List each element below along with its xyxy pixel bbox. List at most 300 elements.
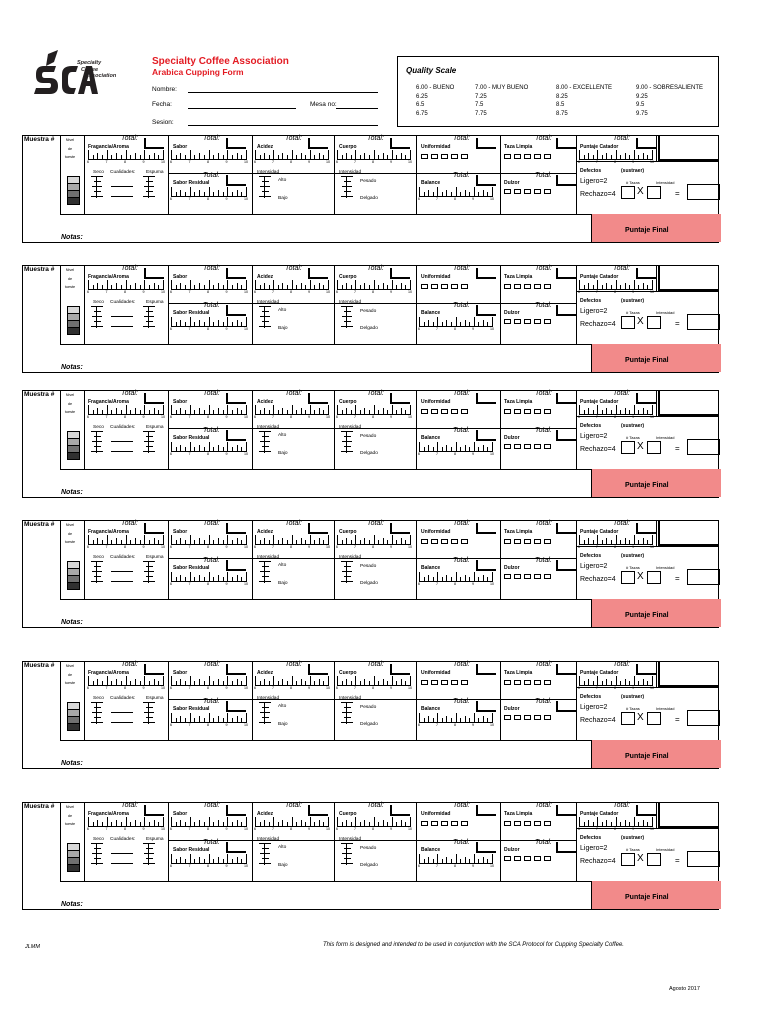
quality-value: 9.5 bbox=[636, 102, 645, 109]
total-box[interactable] bbox=[226, 842, 246, 853]
roast-level-label: Nivel de tueste bbox=[64, 268, 76, 289]
total-box[interactable] bbox=[390, 138, 410, 149]
total-box[interactable] bbox=[226, 560, 246, 571]
sabor-residual-scale[interactable] bbox=[171, 187, 247, 197]
espuma-label: Espuma bbox=[146, 696, 164, 701]
catador-total-box[interactable] bbox=[658, 136, 718, 161]
total-label: Total: bbox=[203, 557, 220, 564]
cualidades-label: Cualidades: bbox=[110, 837, 136, 842]
cuerpo-intensity-scale[interactable] bbox=[341, 843, 353, 865]
equals-sign: = bbox=[675, 189, 680, 198]
puntaje-catador-scale[interactable] bbox=[579, 817, 653, 827]
roast-shade-box[interactable] bbox=[67, 864, 80, 872]
total-box[interactable] bbox=[144, 664, 164, 675]
sample-block bbox=[22, 265, 719, 373]
espuma-vertical-scale[interactable] bbox=[143, 431, 155, 453]
seco-vertical-scale[interactable] bbox=[91, 306, 103, 328]
sabor-residual-scale[interactable] bbox=[171, 317, 247, 327]
puntaje-catador-scale[interactable] bbox=[579, 676, 653, 686]
total-box[interactable] bbox=[636, 523, 656, 534]
notas-label: Notas: bbox=[61, 760, 83, 767]
acidez-intensity-scale[interactable] bbox=[259, 843, 271, 865]
total-box[interactable] bbox=[390, 805, 410, 816]
dulzor-label: Dulzor bbox=[504, 435, 520, 441]
defect-total-box[interactable] bbox=[687, 569, 720, 585]
muestra-label: Muestra # bbox=[24, 136, 55, 143]
fecha-field[interactable] bbox=[188, 108, 296, 109]
puntaje-catador-label: Puntaje Catador bbox=[580, 274, 619, 280]
total-label: Total: bbox=[453, 661, 470, 668]
fragancia-scale[interactable] bbox=[88, 676, 164, 686]
total-box[interactable] bbox=[144, 138, 164, 149]
total-box[interactable] bbox=[556, 805, 576, 816]
acidez-intensity-scale[interactable] bbox=[259, 176, 271, 198]
acidez-intensity-scale[interactable] bbox=[259, 702, 271, 724]
acidez-scale[interactable] bbox=[255, 280, 329, 290]
dulzor-cups[interactable] bbox=[504, 189, 551, 194]
taza-limpia-cups[interactable] bbox=[504, 821, 551, 826]
scale-numbers: 6 7 8 9 10 bbox=[87, 415, 165, 419]
intensidad-box[interactable] bbox=[647, 186, 661, 199]
logo-word: Association bbox=[85, 73, 117, 79]
total-box[interactable] bbox=[476, 268, 496, 279]
total-box[interactable] bbox=[556, 523, 576, 534]
fragancia-scale[interactable] bbox=[88, 405, 164, 415]
quality-value: 8.5 bbox=[556, 102, 565, 109]
defect-total-box[interactable] bbox=[687, 439, 720, 455]
uniformidad-cups[interactable] bbox=[421, 409, 468, 414]
ligero-label: Ligero=2 bbox=[580, 178, 608, 185]
defect-total-box[interactable] bbox=[687, 184, 720, 200]
cualidades-line[interactable] bbox=[111, 571, 133, 572]
total-box[interactable] bbox=[476, 393, 496, 404]
total-box[interactable] bbox=[636, 664, 656, 675]
cualidades-label: Cualidades: bbox=[110, 555, 136, 560]
fragancia-label: Fragancia/Aroma bbox=[88, 399, 129, 405]
sample-block bbox=[22, 520, 719, 628]
total-box[interactable] bbox=[226, 175, 246, 186]
total-box[interactable] bbox=[308, 664, 328, 675]
mesa-label: Mesa no: bbox=[310, 101, 337, 108]
total-box[interactable] bbox=[308, 393, 328, 404]
acidez-scale[interactable] bbox=[255, 150, 329, 160]
total-box[interactable] bbox=[226, 138, 246, 149]
total-box[interactable] bbox=[476, 175, 496, 186]
seco-label: Seco bbox=[93, 170, 104, 175]
espuma-label: Espuma bbox=[146, 837, 164, 842]
ligero-label: Ligero=2 bbox=[580, 704, 608, 711]
acidez-intensity-scale[interactable] bbox=[259, 561, 271, 583]
total-box[interactable] bbox=[556, 138, 576, 149]
sabor-residual-scale[interactable] bbox=[171, 442, 247, 452]
seco-vertical-scale[interactable] bbox=[91, 702, 103, 724]
balance-scale[interactable] bbox=[419, 187, 493, 197]
dulzor-cups[interactable] bbox=[504, 574, 551, 579]
dulzor-cups[interactable] bbox=[504, 715, 551, 720]
total-label: Total: bbox=[203, 698, 220, 705]
sabor-label: Sabor bbox=[173, 670, 188, 676]
taza-limpia-cups[interactable] bbox=[504, 539, 551, 544]
total-box[interactable] bbox=[308, 523, 328, 534]
seco-label: Seco bbox=[93, 696, 104, 701]
puntaje-final-box[interactable] bbox=[591, 214, 721, 242]
scale-numbers: 6 7 8 9 10 bbox=[170, 723, 248, 727]
catador-total-box[interactable] bbox=[658, 266, 718, 291]
quality-scale-col bbox=[636, 84, 703, 118]
total-box[interactable] bbox=[556, 393, 576, 404]
tazas-box[interactable] bbox=[621, 441, 635, 454]
total-box[interactable] bbox=[476, 805, 496, 816]
cuerpo-intensity-scale[interactable] bbox=[341, 431, 353, 453]
seco-vertical-scale[interactable] bbox=[91, 176, 103, 198]
total-box[interactable] bbox=[390, 268, 410, 279]
taza-limpia-label: Taza Limpia bbox=[504, 811, 533, 817]
total-box[interactable] bbox=[636, 393, 656, 404]
cualidades-line[interactable] bbox=[111, 316, 133, 317]
scale-numbers: 6 7 8 9 10 bbox=[170, 582, 248, 586]
balance-scale[interactable] bbox=[419, 854, 493, 864]
sabor-scale[interactable] bbox=[171, 676, 247, 686]
tazas-box[interactable] bbox=[621, 316, 635, 329]
total-label: Total: bbox=[453, 802, 470, 809]
fragancia-scale[interactable] bbox=[88, 535, 164, 545]
catador-total-box[interactable] bbox=[658, 803, 718, 828]
catador-total-box[interactable] bbox=[658, 662, 718, 687]
balance-label: Balance bbox=[421, 435, 441, 441]
catador-total-box[interactable] bbox=[658, 521, 718, 546]
quality-scale-col bbox=[556, 84, 612, 118]
uniformidad-cups[interactable] bbox=[421, 539, 468, 544]
cualidades-line[interactable] bbox=[111, 853, 133, 854]
acidez-intensity-scale[interactable] bbox=[259, 431, 271, 453]
acidez-intensity-scale[interactable] bbox=[259, 306, 271, 328]
total-box[interactable] bbox=[476, 305, 496, 316]
notas-field[interactable] bbox=[87, 216, 587, 242]
scale-numbers: 6 7 8 9 10 bbox=[170, 290, 248, 294]
cuerpo-scale[interactable] bbox=[337, 817, 411, 827]
roast-shade-box[interactable] bbox=[67, 452, 80, 460]
cualidades-line[interactable] bbox=[111, 441, 133, 442]
cualidades-line[interactable] bbox=[111, 722, 133, 723]
total-box[interactable] bbox=[226, 523, 246, 534]
espuma-vertical-scale[interactable] bbox=[143, 176, 155, 198]
cuerpo-intensity-scale[interactable] bbox=[341, 561, 353, 583]
taza-limpia-cups[interactable] bbox=[504, 284, 551, 289]
sabor-scale[interactable] bbox=[171, 405, 247, 415]
total-box[interactable] bbox=[390, 393, 410, 404]
scale-numbers: 6 7 8 9 10 bbox=[170, 827, 248, 831]
total-box[interactable] bbox=[636, 268, 656, 279]
fragancia-scale[interactable] bbox=[88, 817, 164, 827]
defect-total-box[interactable] bbox=[687, 710, 720, 726]
total-box[interactable] bbox=[556, 175, 576, 186]
tazas-box[interactable] bbox=[621, 853, 635, 866]
tazas-box[interactable] bbox=[621, 571, 635, 584]
taza-limpia-cups[interactable] bbox=[504, 154, 551, 159]
acidez-scale[interactable] bbox=[255, 405, 329, 415]
nombre-field[interactable] bbox=[188, 92, 378, 93]
taza-limpia-label: Taza Limpia bbox=[504, 529, 533, 535]
delgado-label: Delgado bbox=[360, 863, 378, 868]
rechazo-label: Rechazo=4 bbox=[580, 576, 616, 583]
footer-initials: JLMM bbox=[25, 944, 40, 950]
sustraer-label: (sustraer) bbox=[621, 835, 645, 841]
cuerpo-scale[interactable] bbox=[337, 280, 411, 290]
balance-scale[interactable] bbox=[419, 572, 493, 582]
balance-label: Balance bbox=[421, 847, 441, 853]
cualidades-line[interactable] bbox=[111, 196, 133, 197]
footer-date: Agosto 2017 bbox=[669, 986, 700, 992]
puntaje-catador-scale[interactable] bbox=[579, 280, 653, 290]
pesado-label: Pesado bbox=[360, 705, 377, 710]
espuma-vertical-scale[interactable] bbox=[143, 702, 155, 724]
total-box[interactable] bbox=[636, 138, 656, 149]
logo-word: Specialty bbox=[77, 60, 102, 66]
acidez-label: Acidez bbox=[257, 811, 274, 817]
taza-limpia-cups[interactable] bbox=[504, 680, 551, 685]
total-box[interactable] bbox=[636, 805, 656, 816]
quality-value: 7.25 bbox=[475, 93, 487, 100]
delgado-label: Delgado bbox=[360, 722, 378, 727]
total-box[interactable] bbox=[556, 560, 576, 571]
seco-vertical-scale[interactable] bbox=[91, 431, 103, 453]
total-box[interactable] bbox=[556, 305, 576, 316]
intensidad-def-label: Intensidad bbox=[656, 180, 675, 185]
roast-shade-box[interactable] bbox=[67, 327, 80, 335]
times-sign: X bbox=[637, 441, 644, 452]
scale-numbers: 6 7 8 9 10 bbox=[336, 290, 412, 294]
total-box[interactable] bbox=[308, 138, 328, 149]
puntaje-catador-scale[interactable] bbox=[579, 535, 653, 545]
total-box[interactable] bbox=[226, 268, 246, 279]
total-box[interactable] bbox=[226, 393, 246, 404]
espuma-vertical-scale[interactable] bbox=[143, 843, 155, 865]
puntaje-final-box[interactable] bbox=[591, 740, 721, 768]
cuerpo-label: Cuerpo bbox=[339, 144, 357, 150]
total-box[interactable] bbox=[308, 805, 328, 816]
sabor-residual-scale[interactable] bbox=[171, 854, 247, 864]
total-box[interactable] bbox=[556, 701, 576, 712]
total-box[interactable] bbox=[144, 268, 164, 279]
form-title: Arabica Cupping Form bbox=[152, 67, 244, 77]
total-label: Total: bbox=[121, 135, 138, 142]
total-box[interactable] bbox=[476, 560, 496, 571]
notas-field[interactable] bbox=[87, 471, 587, 497]
intensidad-label: Intensidad bbox=[257, 300, 280, 305]
defect-total-box[interactable] bbox=[687, 851, 720, 867]
quality-value: 7.00 - MUY BUENO bbox=[475, 85, 529, 91]
sesion-field[interactable] bbox=[188, 125, 378, 126]
puntaje-catador-scale[interactable] bbox=[579, 405, 653, 415]
roast-level-label: Nivel de tueste bbox=[64, 664, 76, 685]
total-label: Total: bbox=[285, 265, 302, 272]
total-box[interactable] bbox=[476, 842, 496, 853]
acidez-scale[interactable] bbox=[255, 535, 329, 545]
total-box[interactable] bbox=[556, 842, 576, 853]
cuerpo-scale[interactable] bbox=[337, 535, 411, 545]
intensidad-box[interactable] bbox=[647, 853, 661, 866]
sabor-scale[interactable] bbox=[171, 150, 247, 160]
total-label: Total: bbox=[121, 520, 138, 527]
seco-vertical-scale[interactable] bbox=[91, 561, 103, 583]
sabor-residual-scale[interactable] bbox=[171, 572, 247, 582]
quality-value: 9.75 bbox=[636, 110, 648, 117]
total-box[interactable] bbox=[476, 701, 496, 712]
espuma-label: Espuma bbox=[146, 170, 164, 175]
total-box[interactable] bbox=[226, 701, 246, 712]
cualidades-line[interactable] bbox=[111, 451, 133, 452]
uniformidad-cups[interactable] bbox=[421, 680, 468, 685]
total-label: Total: bbox=[453, 265, 470, 272]
sample-block bbox=[22, 802, 719, 910]
dulzor-cups[interactable] bbox=[504, 319, 551, 324]
puntaje-final-box[interactable] bbox=[591, 344, 721, 372]
balance-scale[interactable] bbox=[419, 442, 493, 452]
fragancia-label: Fragancia/Aroma bbox=[88, 670, 129, 676]
cuerpo-intensity-scale[interactable] bbox=[341, 702, 353, 724]
cualidades-line[interactable] bbox=[111, 863, 133, 864]
uniformidad-label: Uniformidad bbox=[421, 670, 451, 676]
taza-limpia-cups[interactable] bbox=[504, 409, 551, 414]
dulzor-label: Dulzor bbox=[504, 847, 520, 853]
dulzor-cups[interactable] bbox=[504, 856, 551, 861]
sabor-scale[interactable] bbox=[171, 535, 247, 545]
puntaje-final-box[interactable] bbox=[591, 881, 721, 909]
alto-label: Alto bbox=[278, 845, 287, 850]
total-box[interactable] bbox=[144, 393, 164, 404]
cuerpo-intensity-scale[interactable] bbox=[341, 306, 353, 328]
total-box[interactable] bbox=[556, 430, 576, 441]
total-box[interactable] bbox=[556, 664, 576, 675]
quality-value: 8.25 bbox=[556, 93, 568, 100]
cuerpo-label: Cuerpo bbox=[339, 274, 357, 280]
uniformidad-cups[interactable] bbox=[421, 821, 468, 826]
notas-field[interactable] bbox=[87, 601, 587, 627]
uniformidad-label: Uniformidad bbox=[421, 274, 451, 280]
notas-field[interactable] bbox=[87, 346, 587, 372]
uniformidad-cups[interactable] bbox=[421, 284, 468, 289]
scale-numbers: 6 7 8 9 10 bbox=[87, 160, 165, 164]
scale-numbers: 6 7 8 9 10 bbox=[254, 686, 330, 690]
scale-numbers: 6 7 8 9 10 bbox=[418, 723, 494, 727]
dulzor-cups[interactable] bbox=[504, 444, 551, 449]
scale-numbers: 6 7 8 9 10 bbox=[87, 545, 165, 549]
roast-shade-box[interactable] bbox=[67, 197, 80, 205]
quality-value: 8.75 bbox=[556, 110, 568, 117]
seco-vertical-scale[interactable] bbox=[91, 843, 103, 865]
total-box[interactable] bbox=[226, 430, 246, 441]
total-box[interactable] bbox=[556, 268, 576, 279]
total-label: Total: bbox=[453, 172, 470, 179]
total-box[interactable] bbox=[390, 664, 410, 675]
puntaje-final-box[interactable] bbox=[591, 599, 721, 627]
total-box[interactable] bbox=[476, 138, 496, 149]
equals-sign: = bbox=[675, 715, 680, 724]
intensidad-box[interactable] bbox=[647, 316, 661, 329]
sabor-scale[interactable] bbox=[171, 817, 247, 827]
sabor-residual-scale[interactable] bbox=[171, 713, 247, 723]
total-box[interactable] bbox=[226, 305, 246, 316]
sabor-label: Sabor bbox=[173, 399, 188, 405]
sample-block bbox=[22, 135, 719, 243]
acidez-scale[interactable] bbox=[255, 676, 329, 686]
cuerpo-intensity-scale[interactable] bbox=[341, 176, 353, 198]
cuerpo-scale[interactable] bbox=[337, 676, 411, 686]
defect-total-box[interactable] bbox=[687, 314, 720, 330]
total-box[interactable] bbox=[226, 664, 246, 675]
tazas-box[interactable] bbox=[621, 712, 635, 725]
notas-field[interactable] bbox=[87, 883, 587, 909]
intensidad-box[interactable] bbox=[647, 441, 661, 454]
total-box[interactable] bbox=[476, 430, 496, 441]
intensidad-box[interactable] bbox=[647, 571, 661, 584]
cuerpo-label: Cuerpo bbox=[339, 670, 357, 676]
intensidad-label: Intensidad bbox=[339, 300, 362, 305]
delgado-label: Delgado bbox=[360, 451, 378, 456]
total-box[interactable] bbox=[144, 805, 164, 816]
uniformidad-label: Uniformidad bbox=[421, 529, 451, 535]
fragancia-scale[interactable] bbox=[88, 280, 164, 290]
cualidades-line[interactable] bbox=[111, 581, 133, 582]
puntaje-catador-label: Puntaje Catador bbox=[580, 670, 619, 676]
roast-shade-box[interactable] bbox=[67, 723, 80, 731]
rechazo-label: Rechazo=4 bbox=[580, 858, 616, 865]
acidez-label: Acidez bbox=[257, 144, 274, 150]
cuerpo-scale[interactable] bbox=[337, 150, 411, 160]
espuma-vertical-scale[interactable] bbox=[143, 306, 155, 328]
puntaje-final-box[interactable] bbox=[591, 469, 721, 497]
scale-numbers: 6 7 8 9 10 bbox=[418, 452, 494, 456]
ligero-label: Ligero=2 bbox=[580, 563, 608, 570]
bajo-label: Bajo bbox=[278, 722, 288, 727]
quality-value: 6.25 bbox=[416, 93, 428, 100]
balance-scale[interactable] bbox=[419, 713, 493, 723]
total-box[interactable] bbox=[308, 268, 328, 279]
scale-numbers: 6 7 8 9 10 bbox=[254, 415, 330, 419]
bajo-label: Bajo bbox=[278, 196, 288, 201]
total-box[interactable] bbox=[226, 805, 246, 816]
cuerpo-scale[interactable] bbox=[337, 405, 411, 415]
cualidades-line[interactable] bbox=[111, 712, 133, 713]
total-label: Total: bbox=[203, 390, 220, 397]
uniformidad-cups[interactable] bbox=[421, 154, 468, 159]
cualidades-line[interactable] bbox=[111, 326, 133, 327]
notas-field[interactable] bbox=[87, 742, 587, 768]
total-box[interactable] bbox=[144, 523, 164, 534]
sabor-scale[interactable] bbox=[171, 280, 247, 290]
cualidades-line[interactable] bbox=[111, 186, 133, 187]
intensidad-label: Intensidad bbox=[257, 696, 280, 701]
espuma-vertical-scale[interactable] bbox=[143, 561, 155, 583]
alto-label: Alto bbox=[278, 178, 287, 183]
roast-shade-box[interactable] bbox=[67, 582, 80, 590]
intensidad-box[interactable] bbox=[647, 712, 661, 725]
muestra-label: Muestra # bbox=[24, 521, 55, 528]
tazas-box[interactable] bbox=[621, 186, 635, 199]
uniformidad-label: Uniformidad bbox=[421, 399, 451, 405]
acidez-scale[interactable] bbox=[255, 817, 329, 827]
balance-scale[interactable] bbox=[419, 317, 493, 327]
total-box[interactable] bbox=[390, 523, 410, 534]
catador-total-box[interactable] bbox=[658, 391, 718, 416]
total-box[interactable] bbox=[476, 664, 496, 675]
fragancia-scale[interactable] bbox=[88, 150, 164, 160]
puntaje-catador-scale[interactable] bbox=[579, 150, 653, 160]
mesa-field[interactable] bbox=[336, 108, 378, 109]
alto-label: Alto bbox=[278, 563, 287, 568]
total-label: Total: bbox=[453, 698, 470, 705]
total-box[interactable] bbox=[476, 523, 496, 534]
